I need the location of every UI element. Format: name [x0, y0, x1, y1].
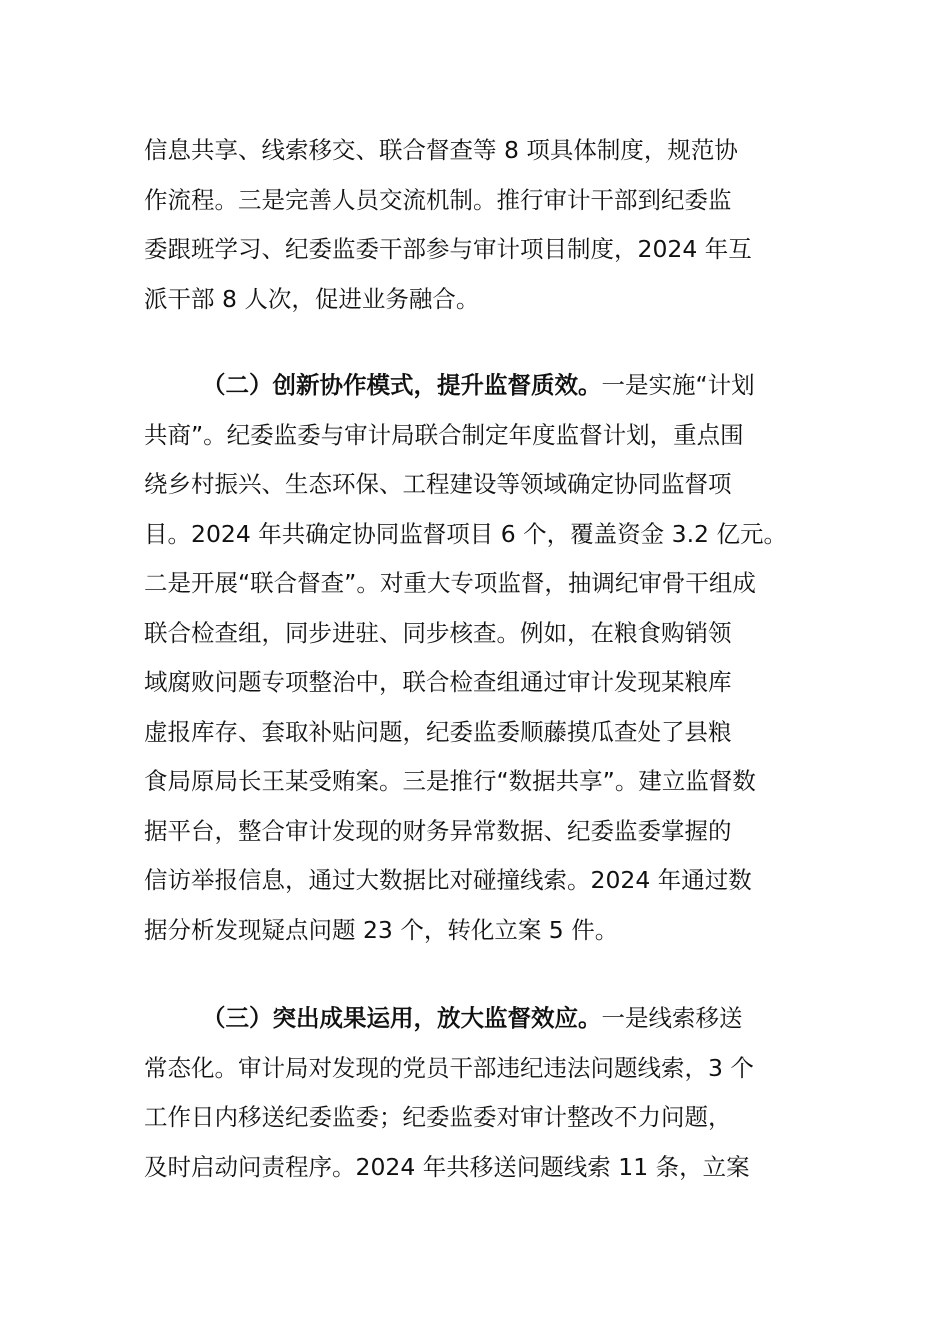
text-line: 共商”。纪委监委与审计局联合制定年度监督计划，重点围	[144, 420, 744, 449]
text-line: 绕乡村振兴、生态环保、工程建设等领域确定协同监督项	[144, 470, 732, 498]
text-line: 据分析发现疑点问题 23 个，转化立案 5 件。	[144, 915, 619, 944]
heading-line-rest: 一是实施“计划	[601, 371, 755, 399]
text-line: 联合检查组，同步进驻、同步核查。例如，在粮食购销领	[144, 618, 732, 647]
text-line: 虚报库存、套取补贴问题，纪委监委顺藤摸瓜查处了县粮	[144, 717, 732, 746]
text-line: 作流程。三是完善人员交流机制。推行审计干部到纪委监	[144, 185, 732, 214]
text-line: 信息共享、线索移交、联合督查等 8 项具体制度，规范协	[144, 136, 738, 164]
text-line: 委跟班学习、纪委监委干部参与审计项目制度，2024 年互	[144, 235, 752, 263]
paragraph-block-3	[144, 994, 824, 1192]
text-line: 派干部 8 人次，促进业务融合。	[144, 284, 480, 313]
text-line: 目。2024 年共确定协同监督项目 6 个，覆盖资金 3.2 亿元。	[144, 519, 787, 548]
text-line: 及时启动问责程序。2024 年共移送问题线索 11 条，立案	[144, 1152, 750, 1181]
text-line: 工作日内移送纪委监委；纪委监委对审计整改不力问题，	[144, 1103, 732, 1131]
text-line: 常态化。审计局对发现的党员干部违纪违法问题线索，3 个	[144, 1053, 754, 1082]
section-heading: （二）创新协作模式，提升监督质效。	[202, 371, 602, 399]
text-line: 据平台，整合审计发现的财务异常数据、纪委监委掌握的	[144, 816, 732, 845]
paragraph-block-2	[144, 361, 824, 955]
section-heading: （三）突出成果运用，放大监督效应。	[202, 1004, 602, 1032]
paragraph-first-line	[144, 361, 824, 411]
heading-line-rest: 一是线索移送	[601, 1004, 743, 1032]
text-line: 信访举报信息，通过大数据比对碰撞线索。2024 年通过数	[144, 866, 752, 894]
paragraph-first-line	[144, 994, 824, 1044]
text-line: 域腐败问题专项整治中，联合检查组通过审计发现某粮库	[144, 668, 732, 696]
text-line: 食局原局长王某受贿案。三是推行“数据共享”。建立监督数	[144, 767, 756, 795]
text-line: 二是开展“联合督查”。对重大专项监督，抽调纪审骨干组成	[144, 569, 756, 597]
paragraph-block-1	[144, 126, 824, 324]
